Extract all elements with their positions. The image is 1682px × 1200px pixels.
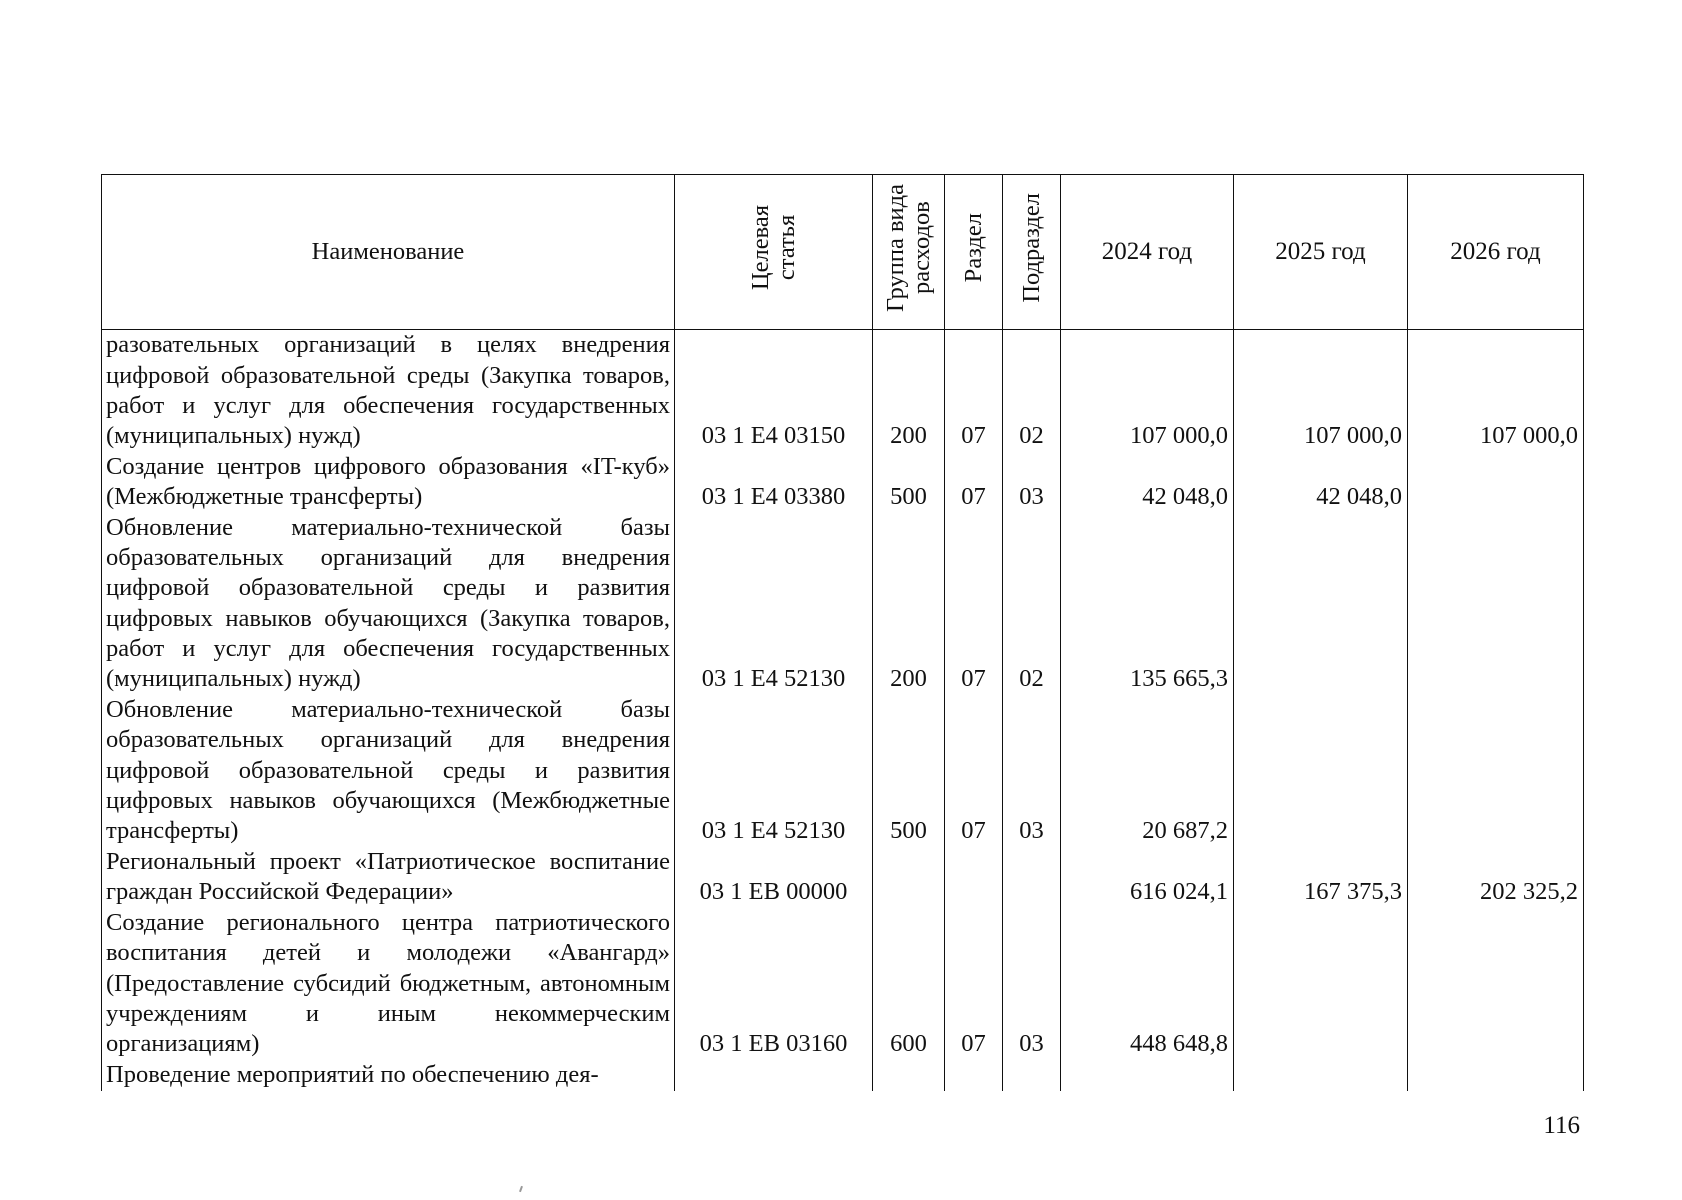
- row-subsection: 03: [1003, 908, 1061, 1060]
- row-name: Создание центров цифрового образования «IT-куб» (Межбюджетные трансферты): [102, 452, 675, 513]
- table-body: [102, 330, 1584, 1091]
- row-target-article: 03 1 E4 52130: [675, 695, 873, 847]
- header-section-label: Раздел: [959, 213, 987, 283]
- row-value-2025: [1234, 695, 1408, 847]
- row-subsection: 03: [1003, 452, 1061, 513]
- row-value-2026: 107 000,0: [1408, 330, 1584, 452]
- row-name: Региональный проект «Патриотическое воспитание граждан Российской Федерации»: [102, 847, 675, 908]
- header-2025: [1234, 175, 1408, 330]
- row-subsection: [1003, 847, 1061, 908]
- row-expense-group: 200: [873, 513, 945, 695]
- table-header: [102, 175, 1584, 330]
- header-expense-group-label: Группа вида расходов: [881, 183, 935, 312]
- row-subsection: 03: [1003, 695, 1061, 847]
- row-expense-group: 200: [873, 330, 945, 452]
- header-2024: [1061, 175, 1234, 330]
- table-row: [102, 847, 1584, 908]
- header-subsection-label: Подраздел: [1017, 193, 1045, 303]
- table-row: [102, 330, 1584, 452]
- table-row: [102, 452, 1584, 513]
- row-section: [945, 847, 1003, 908]
- header-target-article: [675, 175, 873, 330]
- header-name-label: Наименование: [311, 237, 465, 265]
- row-subsection: 02: [1003, 330, 1061, 452]
- header-target-article-label: Целевая статья: [746, 205, 800, 291]
- header-subsection: [1003, 175, 1061, 330]
- header-2026: [1408, 175, 1584, 330]
- header-2024-label: 2024 год: [1101, 237, 1193, 265]
- table-row: [102, 1060, 1584, 1091]
- row-expense-group: 600: [873, 908, 945, 1060]
- row-value-2025: 167 375,3: [1234, 847, 1408, 908]
- row-value-2026: [1408, 452, 1584, 513]
- header-2026-label: 2026 год: [1450, 237, 1541, 265]
- row-name: Проведение мероприятий по обеспечению дея-: [102, 1060, 675, 1091]
- row-expense-group: [873, 847, 945, 908]
- table-row: [102, 513, 1584, 695]
- row-value-2024: 616 024,1: [1061, 847, 1234, 908]
- row-section: 07: [945, 695, 1003, 847]
- row-value-2026: [1408, 908, 1584, 1060]
- row-value-2026: 202 325,2: [1408, 847, 1584, 908]
- row-name: Обновление материально-технической базы образовательных организаций для внедрения цифровой образовательной среды и развития цифровых навыков обучающихся (Межбюджетные трансферты): [102, 695, 675, 847]
- scan-speck: [519, 1186, 523, 1192]
- row-value-2025: [1234, 513, 1408, 695]
- row-target-article: 03 1 EB 03160: [675, 908, 873, 1060]
- row-value-2024: 107 000,0: [1061, 330, 1234, 452]
- row-name: Обновление материально-технической базы образовательных организаций для внедрения цифровой образовательной среды и развития цифровых навыков обучающихся (Закупка товаров, работ и услуг для обеспечения государственных (муниципальных) нужд): [102, 513, 675, 695]
- row-name: разовательных организаций в целях внедрения цифровой образовательной среды (Закупка товаров, работ и услуг для обеспечения государственных (муниципальных) нужд): [102, 330, 675, 452]
- row-expense-group: [873, 1060, 945, 1091]
- row-section: 07: [945, 452, 1003, 513]
- row-target-article: 03 1 EB 00000: [675, 847, 873, 908]
- row-value-2025: 107 000,0: [1234, 330, 1408, 452]
- row-section: 07: [945, 513, 1003, 695]
- row-value-2025: [1234, 908, 1408, 1060]
- page-number: 116: [1543, 1112, 1580, 1139]
- header-2025-label: 2025 год: [1275, 237, 1366, 265]
- row-value-2024: 448 648,8: [1061, 908, 1234, 1060]
- header-expense-group: [873, 175, 945, 330]
- row-expense-group: 500: [873, 695, 945, 847]
- row-value-2024: 20 687,2: [1061, 695, 1234, 847]
- row-value-2024: 135 665,3: [1061, 513, 1234, 695]
- row-value-2026: [1408, 513, 1584, 695]
- header-name: [102, 175, 675, 330]
- table-row: [102, 695, 1584, 847]
- row-expense-group: 500: [873, 452, 945, 513]
- row-section: [945, 1060, 1003, 1091]
- row-section: 07: [945, 330, 1003, 452]
- row-target-article: [675, 1060, 873, 1091]
- row-subsection: [1003, 1060, 1061, 1091]
- row-name: Создание регионального центра патриотического воспитания детей и молодежи «Авангард» (Предоставление субсидий бюджетным, автономным учреждениям и иным некоммерческим организациям): [102, 908, 675, 1060]
- budget-table: [101, 174, 1584, 1091]
- row-section: 07: [945, 908, 1003, 1060]
- row-subsection: 02: [1003, 513, 1061, 695]
- header-section: [945, 175, 1003, 330]
- row-value-2025: 42 048,0: [1234, 452, 1408, 513]
- row-value-2024: [1061, 1060, 1234, 1091]
- row-value-2026: [1408, 1060, 1584, 1091]
- row-value-2026: [1408, 695, 1584, 847]
- row-target-article: 03 1 E4 03380: [675, 452, 873, 513]
- row-target-article: 03 1 E4 03150: [675, 330, 873, 452]
- table-row: [102, 908, 1584, 1060]
- row-target-article: 03 1 E4 52130: [675, 513, 873, 695]
- row-value-2024: 42 048,0: [1061, 452, 1234, 513]
- row-value-2025: [1234, 1060, 1408, 1091]
